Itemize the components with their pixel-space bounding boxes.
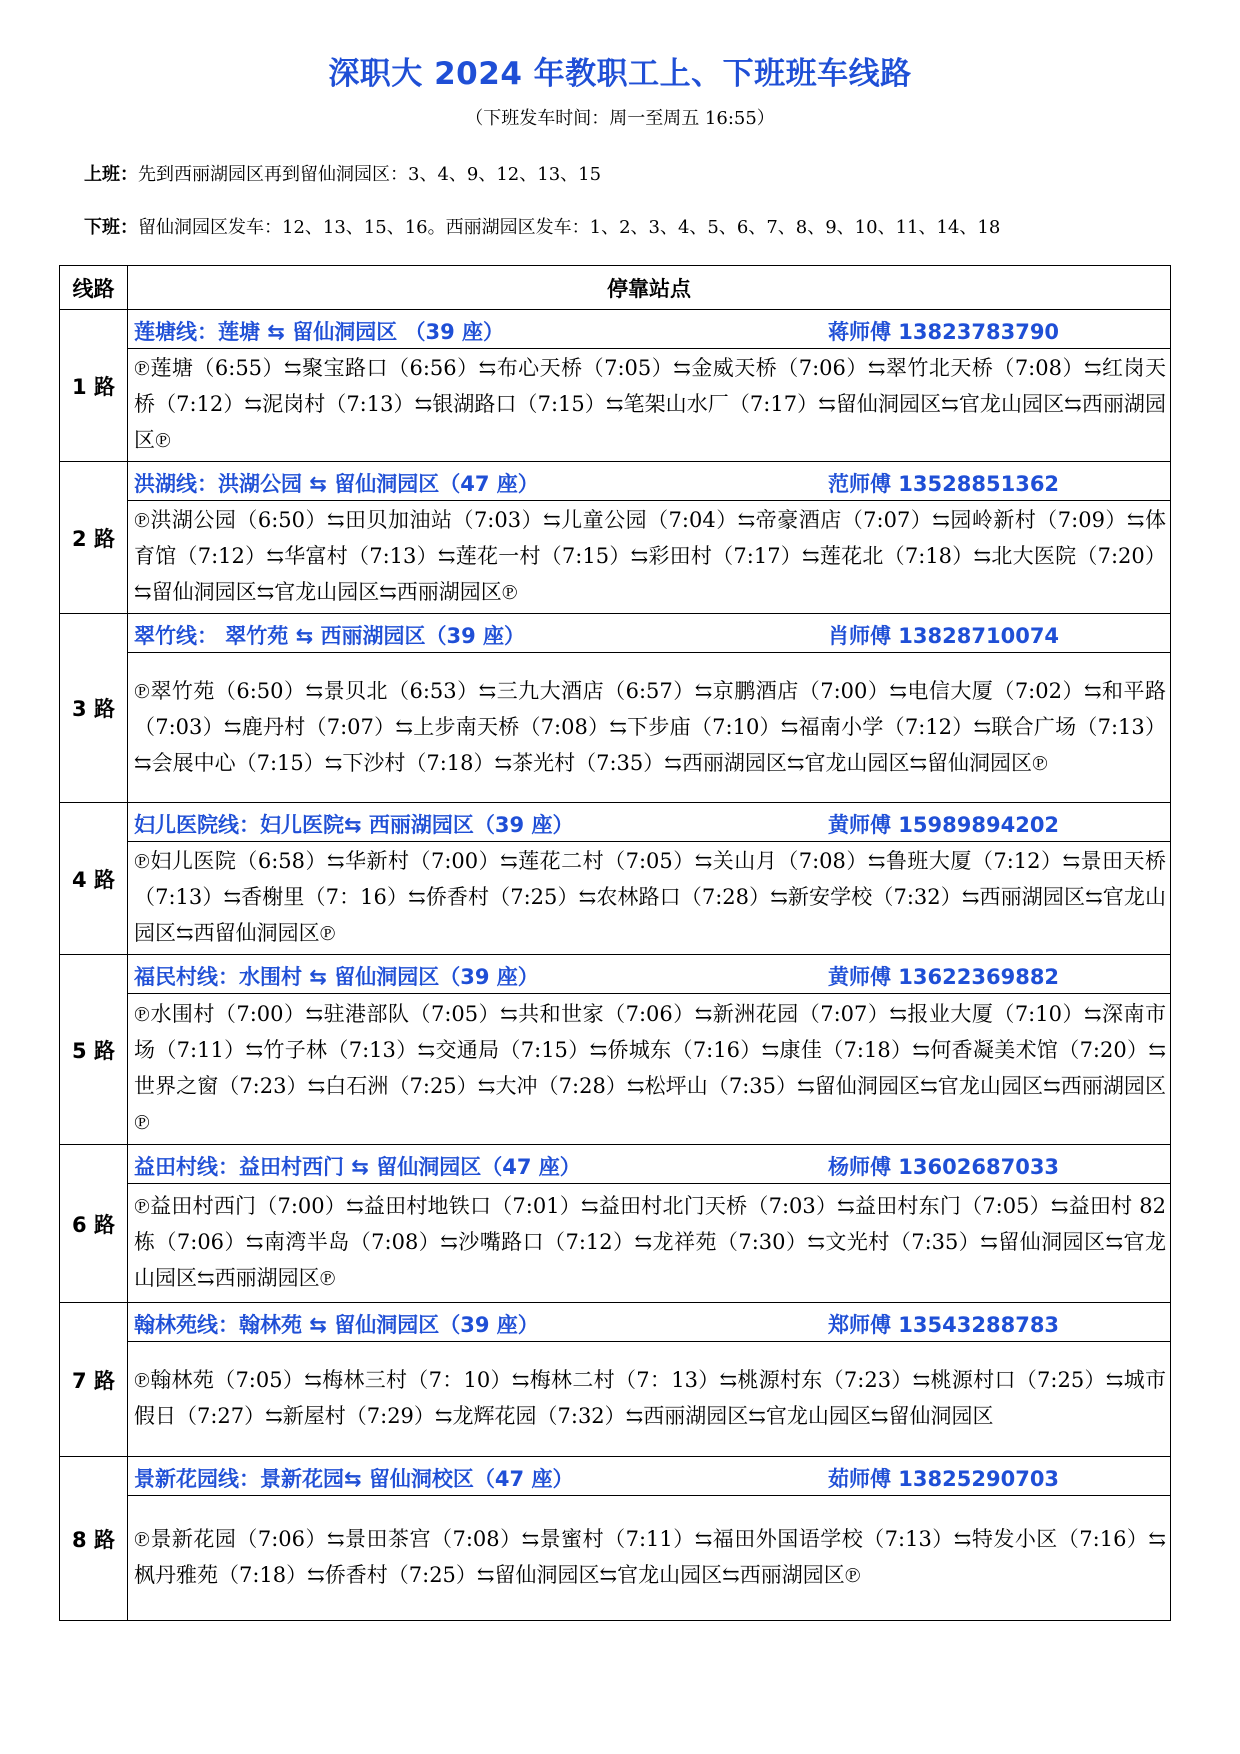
table-row: [60, 1342, 1171, 1457]
route-line-title: 洪湖线：洪湖公园 ⇆ 留仙洞园区（47 座）: [134, 472, 539, 496]
route-line-header: [128, 462, 1171, 501]
table-row: [60, 1496, 1171, 1621]
table-row: [60, 803, 1171, 842]
route-line-header: [128, 955, 1171, 994]
routes-table: [59, 265, 1171, 1621]
table-row: [60, 349, 1171, 462]
route-line-title: 翰林苑线：翰林苑 ⇆ 留仙洞园区（39 座）: [134, 1313, 539, 1337]
table-row: [60, 653, 1171, 803]
route-stops: ℗妇儿医院（6:58）⇆华新村（7:00）⇆莲花二村（7:05）⇆关山月（7:08）⇆鲁班大厦（7:12）⇆景田天桥（7:13）⇆香榭里（7：16）⇆侨香村（7:25）⇆农林路口（7:28）⇆新安学校（7:32）⇆西丽湖园区⇆官龙山园区⇆西留仙洞园区℗: [128, 842, 1171, 955]
table-row: [60, 994, 1171, 1145]
route-stops: ℗莲塘（6:55）⇆聚宝路口（6:56）⇆布心天桥（7:05）⇆金威天桥（7:06）⇆翠竹北天桥（7:08）⇆红岗天桥（7:12）⇆泥岗村（7:13）⇆银湖路口（7:15）⇆笔架山水厂（7:17）⇆留仙洞园区⇆官龙山园区⇆西丽湖园区℗: [128, 349, 1171, 462]
route-number: 1 路: [60, 310, 128, 462]
route-number: 6 路: [60, 1145, 128, 1303]
route-driver: 肖师傅 13828710074: [828, 624, 1060, 648]
route-line-title: 翠竹线： 翠竹苑 ⇆ 西丽湖园区（39 座）: [134, 624, 526, 648]
route-number: 4 路: [60, 803, 128, 955]
morning-note: [84, 160, 601, 186]
evening-note: [84, 213, 1000, 239]
route-driver: 黄师傅 13622369882: [828, 965, 1060, 989]
route-driver: 郑师傅 13543288783: [828, 1313, 1060, 1337]
route-line-title: 莲塘线：莲塘 ⇆ 留仙洞园区 （39 座）: [134, 320, 505, 344]
page-title: 深职大 2024 年教职工上、下班班车线路: [328, 56, 912, 92]
table-row: [60, 1457, 1171, 1496]
route-stops: ℗水围村（7:00）⇆驻港部队（7:05）⇆共和世家（7:06）⇆新洲花园（7:07）⇆报业大厦（7:10）⇆深南市场（7:11）⇆竹子林（7:13）⇆交通局（7:15）⇆侨城东（7:16）⇆康佳（7:18）⇆何香凝美术馆（7:20）⇆世界之窗（7:23）⇆白石洲（7:25）⇆大冲（7:28）⇆松坪山（7:35）⇆留仙洞园区⇆官龙山园区⇆西丽湖园区℗: [128, 994, 1171, 1145]
route-line-header: [128, 614, 1171, 653]
route-number: 2 路: [60, 462, 128, 614]
table-row: [60, 1184, 1171, 1303]
route-line-title: 景新花园线：景新花园⇆ 留仙洞校区（47 座）: [134, 1467, 574, 1491]
header-stops: 停靠站点: [128, 266, 1171, 310]
table-row: [60, 842, 1171, 955]
table-header-row: [60, 266, 1171, 310]
route-number: 5 路: [60, 955, 128, 1145]
route-stops: ℗洪湖公园（6:50）⇆田贝加油站（7:03）⇆儿童公园（7:04）⇆帝豪酒店（7:07）⇆园岭新村（7:09）⇆体育馆（7:12）⇆华富村（7:13）⇆莲花一村（7:15）⇆彩田村（7:17）⇆莲花北（7:18）⇆北大医院（7:20）⇆留仙洞园区⇆官龙山园区⇆西丽湖园区℗: [128, 501, 1171, 614]
morning-note-text: 先到西丽湖园区再到留仙洞园区：3、4、9、12、13、15: [138, 164, 602, 185]
evening-note-label: 下班：: [84, 217, 138, 238]
route-driver: 范师傅 13528851362: [828, 472, 1060, 496]
route-line-header: [128, 1457, 1171, 1496]
route-line-title: 益田村线：益田村西门 ⇆ 留仙洞园区（47 座）: [134, 1155, 581, 1179]
route-driver: 黄师傅 15989894202: [828, 813, 1060, 837]
route-stops: ℗景新花园（7:06）⇆景田茶宫（7:08）⇆景蜜村（7:11）⇆福田外国语学校（7:13）⇆特发小区（7:16）⇆枫丹雅苑（7:18）⇆侨香村（7:25）⇆留仙洞园区⇆官龙山园区⇆西丽湖园区℗: [128, 1496, 1171, 1621]
header-route: 线路: [60, 266, 128, 310]
table-row: [60, 1145, 1171, 1184]
table-row: [60, 955, 1171, 994]
route-number: 8 路: [60, 1457, 128, 1621]
route-stops: ℗翰林苑（7:05）⇆梅林三村（7：10）⇆梅林二村（7：13）⇆桃源村东（7:23）⇆桃源村口（7:25）⇆城市假日（7:27）⇆新屋村（7:29）⇆龙辉花园（7:32）⇆西丽湖园区⇆官龙山园区⇆留仙洞园区: [128, 1342, 1171, 1457]
route-line-header: [128, 803, 1171, 842]
route-number: 3 路: [60, 614, 128, 803]
route-stops: ℗翠竹苑（6:50）⇆景贝北（6:53）⇆三九大酒店（6:57）⇆京鹏酒店（7:00）⇆电信大厦（7:02）⇆和平路（7:03）⇆鹿丹村（7:07）⇆上步南天桥（7:08）⇆下步庙（7:10）⇆福南小学（7:12）⇆联合广场（7:13）⇆会展中心（7:15）⇆下沙村（7:18）⇆茶光村（7:35）⇆西丽湖园区⇆官龙山园区⇆留仙洞园区℗: [128, 653, 1171, 803]
page-subtitle: （下班发车时间：周一至周五 16:55）: [465, 108, 775, 129]
route-line-header: [128, 1145, 1171, 1184]
route-line-title: 福民村线：水围村 ⇆ 留仙洞园区（39 座）: [134, 965, 539, 989]
route-driver: 杨师傅 13602687033: [828, 1155, 1060, 1179]
route-line-header: [128, 1303, 1171, 1342]
route-driver: 蒋师傅 13823783790: [828, 320, 1060, 344]
table-row: [60, 614, 1171, 653]
morning-note-label: 上班：: [84, 164, 138, 185]
route-driver: 茹师傅 13825290703: [828, 1467, 1060, 1491]
table-row: [60, 1303, 1171, 1342]
route-number: 7 路: [60, 1303, 128, 1457]
table-row: [60, 310, 1171, 349]
table-row: [60, 462, 1171, 501]
table-row: [60, 501, 1171, 614]
route-stops: ℗益田村西门（7:00）⇆益田村地铁口（7:01）⇆益田村北门天桥（7:03）⇆益田村东门（7:05）⇆益田村 82 栋（7:06）⇆南湾半岛（7:08）⇆沙嘴路口（7:12）⇆龙祥苑（7:30）⇆文光村（7:35）⇆留仙洞园区⇆官龙山园区⇆西丽湖园区℗: [128, 1184, 1171, 1303]
route-line-header: [128, 310, 1171, 349]
evening-note-text: 留仙洞园区发车：12、13、15、16。西丽湖园区发车：1、2、3、4、5、6、7、8、9、10、11、14、18: [138, 217, 1001, 238]
route-line-title: 妇儿医院线：妇儿医院⇆ 西丽湖园区（39 座）: [134, 813, 574, 837]
